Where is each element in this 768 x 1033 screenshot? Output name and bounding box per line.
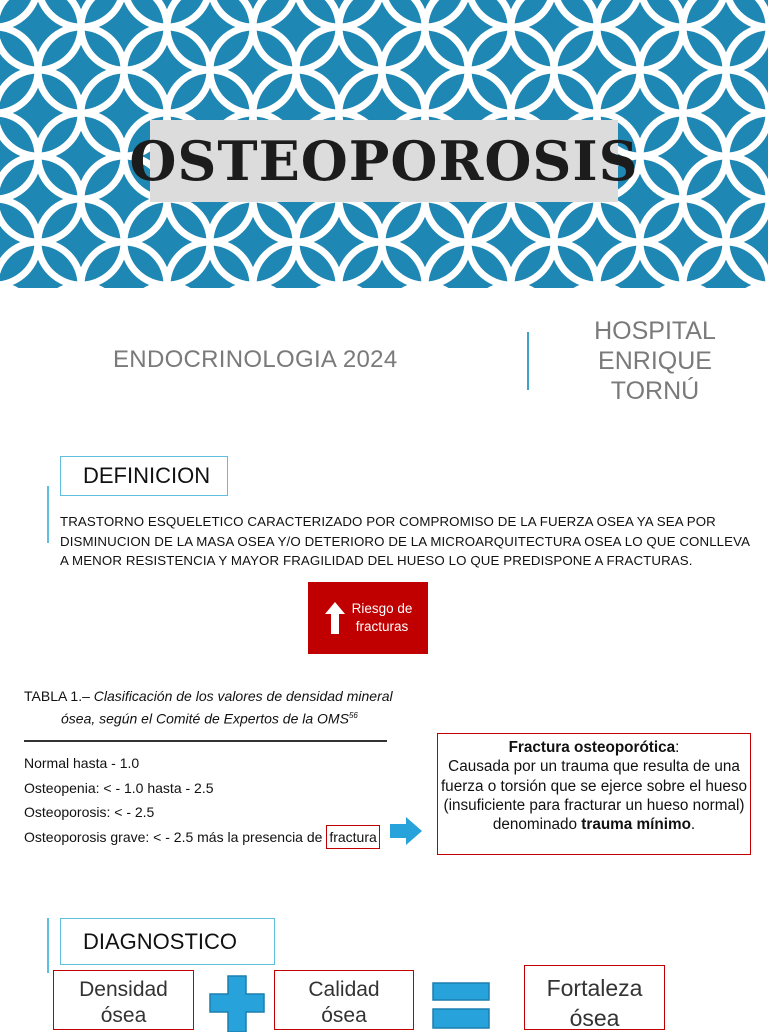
table-rows bbox=[24, 751, 380, 849]
equals-icon bbox=[432, 980, 490, 1030]
table-row: Normal hasta - 1.0 bbox=[24, 755, 140, 771]
fractura-title: Fractura osteoporótica bbox=[508, 739, 676, 756]
table-row-text: Osteoporosis grave: < - 2.5 más la presencia de bbox=[24, 828, 327, 845]
fractura-highlight: fractura bbox=[326, 825, 379, 849]
table-row: Osteoporosis: < - 2.5 bbox=[24, 804, 155, 820]
table-caption-title: Clasificación de los valores de densidad mineral bbox=[89, 688, 393, 704]
term-line: ósea bbox=[100, 1004, 147, 1027]
arrow-up-icon bbox=[324, 601, 346, 635]
table-rule bbox=[24, 740, 387, 742]
risk-label-line-1: Riesgo de bbox=[351, 601, 413, 616]
fractura-definition-box bbox=[437, 733, 751, 855]
vertical-divider bbox=[527, 332, 529, 390]
hospital-line-2: ENRIQUE bbox=[598, 347, 712, 375]
table-caption-ref: 56 bbox=[348, 711, 358, 720]
table-caption-line-2: ósea, según el Comité de Expertos de la OMS bbox=[61, 710, 349, 727]
arrow-right-icon bbox=[389, 816, 423, 846]
term-line: ósea bbox=[321, 1004, 367, 1027]
hospital-line-1: HOSPITAL bbox=[594, 317, 716, 345]
term-line: ósea bbox=[569, 1005, 620, 1031]
definicion-text: TRASTORNO ESQUELETICO CARACTERIZADO POR COMPROMISO DE LA FUERZA OSEA YA SEA POR DISMINUCION DE LA MASA OSEA Y/O DETERIORO DE LA MICROARQUITECTURA OSEA LO QUE CONLLEVA A MENOR RESISTENCIA Y MAYOR FRAGILIDAD DEL HUESO LO QUE PREDISPONE A FRACTURAS. bbox=[60, 514, 750, 568]
diagnostico-heading bbox=[60, 918, 275, 965]
calidad-osea-box bbox=[274, 970, 414, 1030]
hospital-name bbox=[580, 316, 730, 406]
accent-line bbox=[47, 918, 49, 973]
risk-label-line-2: fracturas bbox=[355, 619, 409, 634]
fractura-body: Causada por un trauma que resulta de una fuerza o torsión que se ejerce sobre el hueso (insuficiente para fracturar un hueso normal) denominado bbox=[440, 758, 748, 834]
risk-callout bbox=[308, 582, 428, 654]
term-line: Fortaleza bbox=[546, 975, 643, 1001]
fractura-bold-term: trauma mínimo bbox=[581, 816, 691, 834]
page-title: OSTEOPOROSIS bbox=[129, 129, 639, 193]
title-box bbox=[129, 120, 639, 202]
risk-label bbox=[352, 600, 413, 636]
term-line: Calidad bbox=[308, 978, 380, 1001]
plus-icon bbox=[208, 974, 266, 1032]
hospital-line-3: TORNÚ bbox=[610, 377, 700, 405]
fortaleza-osea-box bbox=[524, 965, 665, 1030]
accent-line bbox=[47, 486, 49, 543]
table-row bbox=[24, 825, 380, 850]
fractura-end: . bbox=[690, 816, 696, 834]
title-banner bbox=[0, 0, 768, 288]
table-caption-lead: TABLA 1.– bbox=[24, 688, 90, 704]
definicion-heading-label: DEFINICION bbox=[83, 463, 211, 488]
definicion-heading bbox=[60, 456, 228, 496]
diagnostico-heading-label: DIAGNOSTICO bbox=[83, 928, 238, 954]
classification-table bbox=[24, 686, 394, 845]
densidad-osea-box bbox=[53, 970, 194, 1030]
course-subtitle: ENDOCRINOLOGIA 2024 bbox=[113, 346, 398, 373]
table-row: Osteopenia: < - 1.0 hasta - 2.5 bbox=[24, 779, 214, 796]
fractura-title-colon: : bbox=[675, 739, 680, 756]
table-caption bbox=[24, 686, 394, 729]
term-line: Densidad bbox=[79, 978, 168, 1001]
